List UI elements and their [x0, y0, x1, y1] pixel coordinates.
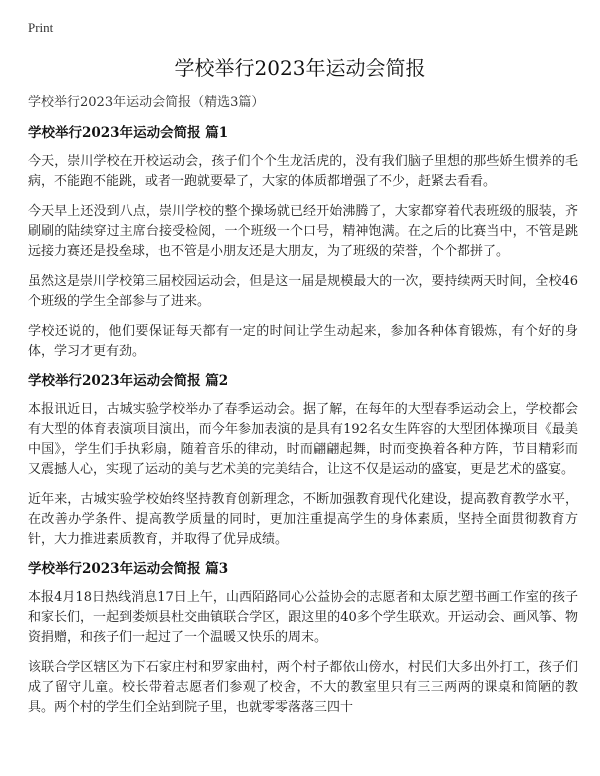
section-heading: 学校举行2023年运动会简报 篇2 — [28, 373, 229, 389]
paragraph: 今天，崇川学校在开校运动会，孩子们个个生龙活虎的，没有我们脑子里想的那些娇生惯养的毛病，不能跑不能跳，或者一跑就要晕了，大家的体质都增强了不少，赶紧去看看。 — [28, 154, 578, 189]
paragraph: 近年来，古城实验学校始终坚持教育创新理念，不断加强教育现代化建设，提高教育教学水平，在改善办学条件、提高教学质量的同时，更加注重提高学生的身体素质，坚持全面贯彻教育方针，大力推进素质教育，并取得了优异成绩。 — [28, 492, 578, 547]
section-heading: 学校举行2023年运动会简报 篇3 — [28, 561, 229, 577]
print-link[interactable]: Print — [28, 20, 54, 35]
section-heading: 学校举行2023年运动会简报 篇1 — [28, 125, 229, 141]
section-2 — [28, 372, 578, 550]
section-1 — [28, 124, 578, 362]
paragraph: 虽然这是崇川学校第三届校园运动会，但是这一届是规模最大的一次，要持续两天时间，全校46个班级的学生全部参与了进来。 — [28, 274, 578, 309]
paragraph: 今天早上还没到八点，崇川学校的整个操场就已经开始沸腾了，大家都穿着代表班级的服装，齐刷刷的陆续穿过主席台接受检阅，一个班级一个口号，精神饱满。在之后的比赛当中，不管是跳远接力赛还是投垒球，也不管是小朋友还是大朋友，为了班级的荣誉，个个都拼了。 — [28, 204, 578, 259]
paragraph: 本报讯近日，古城实验学校举办了春季运动会。据了解，在每年的大型春季运动会上，学校都会有大型的体育表演项目演出，而今年参加表演的是具有192名女生阵容的大型团体操项目《最美中国》，学生们手执彩扇，随着音乐的律动，时而翩翩起舞，时而变换着各种方阵，节目精彩而又震撼人心，实现了运动的美与艺术美的完美结合，让这不仅是运动的盛宴，更是艺术的盛宴。 — [28, 402, 578, 477]
article-body — [28, 94, 578, 728]
section-3 — [28, 560, 578, 718]
paragraph: 该联合学区辖区为下石家庄村和罗家曲村，两个村子都依山傍水，村民们大多出外打工，孩子们成了留守儿童。校长带着志愿者们参观了校舍，不大的教室里只有三三两两的课桌和简陋的教具。两个村的学生们全站到院子里，也就零零落落三四十 — [28, 660, 578, 715]
page-title: 学校举行2023年运动会简报 — [174, 56, 426, 80]
paragraph: 本报4月18日热线消息17日上午，山西陌路同心公益协会的志愿者和太原艺塑书画工作室的孩子和家长们，一起到娄烦县杜交曲镇联合学区，跟这里的40多个学生联欢。开运动会、画风筝、物资捐赠，和孩子们一起过了一个温暖又快乐的周末。 — [28, 590, 578, 645]
paragraph: 学校还说的，他们要保证每天都有一定的时间让学生动起来，参加各种体育锻炼，有个好的身体，学习才更有劲。 — [28, 324, 578, 359]
article-subtitle: 学校举行2023年运动会简报（精选3篇） — [28, 95, 265, 110]
